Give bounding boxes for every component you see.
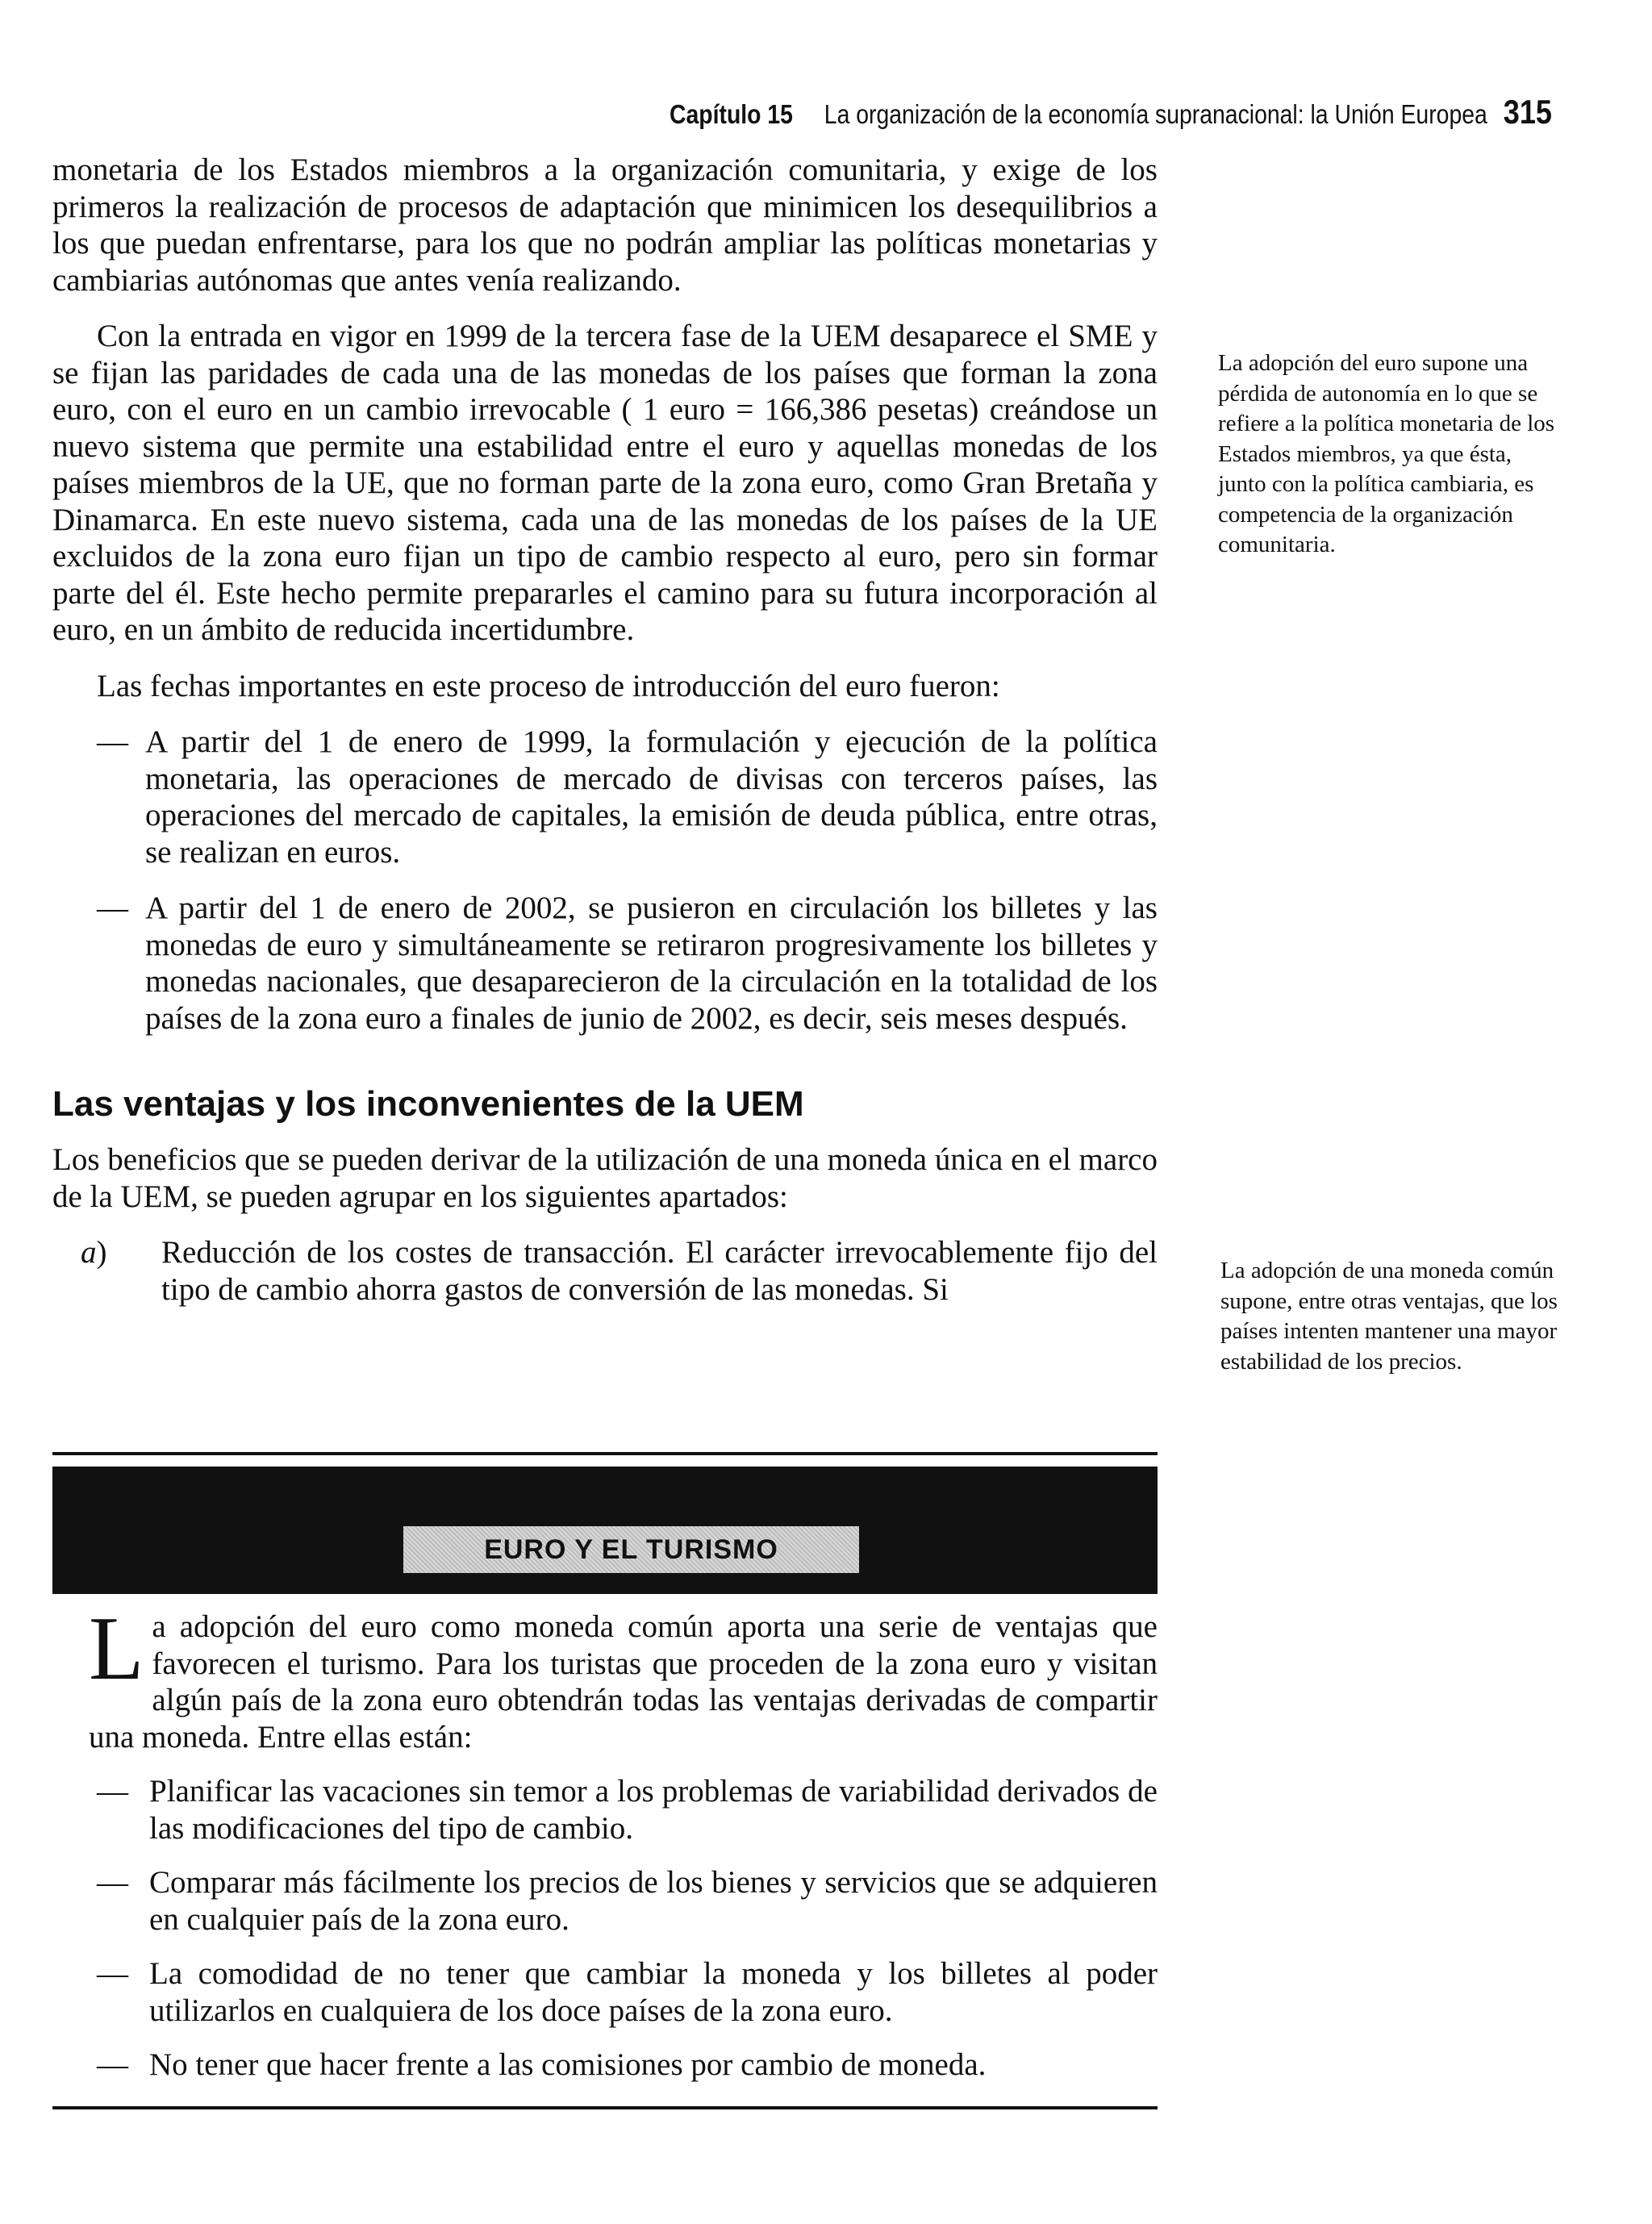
- dash-marker: —: [97, 1774, 128, 1809]
- dash-marker: —: [97, 1865, 128, 1900]
- paragraph-2: Con la entrada en vigor en 1999 de la tercera fase de la UEM desaparece el SME y se fijan las paridades de cada una de las monedas de los países que forman la zona euro, con el euro en un cambio irrevocable ( 1 euro = 166,386 pesetas) creándose un nuevo sistema que permite una estabilidad entre el euro y aquellas monedas de los países miembros de la UE, que no forman parte de la zona euro, como Gran Bretaña y Dinamarca. En este nuevo sistema, cada una de las monedas de los países de la UE excluidos de la zona euro fijan un tipo de cambio respecto al euro, pero sin formar parte del él. Este hecho permite prepararles el camino para su futura incorporación al euro, en un ámbito de reducida incertidumbre.: [52, 319, 1158, 647]
- feature-box: [52, 1452, 1158, 2109]
- box-list-item-text: La comodidad de no tener que cambiar la moneda y los billetes al poder utilizarlos en cualquiera de los doce países de la zona euro.: [149, 1956, 1158, 2028]
- list-item: [52, 724, 1158, 870]
- box-list-item-text: No tener que hacer frente a las comisiones por cambio de moneda.: [149, 2047, 987, 2082]
- dash-marker: —: [97, 2047, 128, 2082]
- box-body: [52, 1599, 1158, 2084]
- box-list-item: [52, 1955, 1158, 2029]
- margin-note-2: La adopción de una moneda común supone, entre otras ventajas, que los países intenten mantener una mayor estabilidad de los precios.: [1220, 1258, 1558, 1375]
- chapter-label: Capítulo 15: [670, 99, 793, 129]
- box-bottom-rule: [52, 2106, 1158, 2109]
- list-item-text: Reducción de los costes de transacción. El carácter irrevocablemente fijo del tipo de cambio ahorra gastos de conversión de las monedas. Si: [161, 1235, 1158, 1307]
- paragraph-3: Las fechas importantes en este proceso de introducción del euro fueron:: [97, 668, 1000, 703]
- main-column: [52, 152, 1158, 1308]
- dash-marker: —: [97, 891, 128, 925]
- box-list-item-text: Planificar las vacaciones sin temor a los problemas de variabilidad derivados de las modificaciones del tipo de cambio.: [149, 1774, 1158, 1846]
- dash-marker: —: [97, 724, 128, 759]
- dash-marker: —: [97, 1956, 128, 1991]
- list-item: [52, 890, 1158, 1037]
- drop-cap: L: [89, 1599, 144, 1699]
- paragraph-1: monetaria de los Estados miembros a la organización comunitaria, y exige de los primeros la realización de procesos de adaptación que minimicen los desequilibrios a los que puedan enfrentarse, para los que no podrán ampliar las políticas monetarias y cambiarias autónomas que antes venía realizando.: [52, 152, 1158, 298]
- box-title: EURO Y EL TURISMO: [403, 1526, 859, 1573]
- box-banner: [52, 1467, 1158, 1594]
- running-header: [670, 92, 1553, 132]
- box-list-item: [52, 1864, 1158, 1938]
- box-top-rule: [52, 1452, 1158, 1455]
- list-item-text: A partir del 1 de enero de 1999, la formulación y ejecución de la política monetaria, las operaciones de mercado de divisas con terceros países, las operaciones del mercado de capitales, la emisión de deuda pública, entre otras, se realizan en euros.: [145, 724, 1158, 870]
- section-heading: Las ventajas y los inconvenientes de la UEM: [52, 1084, 804, 1124]
- chapter-title: La organización de la economía supranacional: la Unión Europea: [824, 99, 1487, 129]
- page-number: 315: [1503, 93, 1553, 131]
- box-list-item: [52, 1773, 1158, 1846]
- list-item-text: A partir del 1 de enero de 2002, se pusieron en circulación los billetes y las monedas de euro y simultáneamente se retiraron progresivamente los billetes y monedas nacionales, que desaparecieron de la circulación en la totalidad de los países de la zona euro a finales de junio de 2002, es decir, seis meses después.: [145, 891, 1158, 1036]
- box-intro: La adopción del euro como moneda común aporta una serie de ventajas que favorecen el turismo. Para los turistas que proceden de la zona euro y visitan algún país de la zona euro obtendrán todas las ventajas derivadas de compartir una moneda. Entre ellas están:: [89, 1599, 1158, 1755]
- margin-note-1: La adopción del euro supone una pérdida de autonomía en lo que se refiere a la política monetaria de los Estados miembros, ya que ésta, junto con la política cambiaria, es competencia de la organización comunitaria.: [1218, 350, 1555, 557]
- paragraph-4: Los beneficios que se pueden derivar de la utilización de una moneda única en el marco de la UEM, se pueden agrupar en los siguientes apartados:: [52, 1142, 1158, 1214]
- list-letter: a): [81, 1235, 107, 1270]
- box-list-item: [52, 2047, 1158, 2084]
- box-list-item-text: Comparar más fácilmente los precios de los bienes y servicios que se adquieren en cualquier país de la zona euro.: [149, 1865, 1158, 1937]
- list-item-a: [52, 1234, 1158, 1308]
